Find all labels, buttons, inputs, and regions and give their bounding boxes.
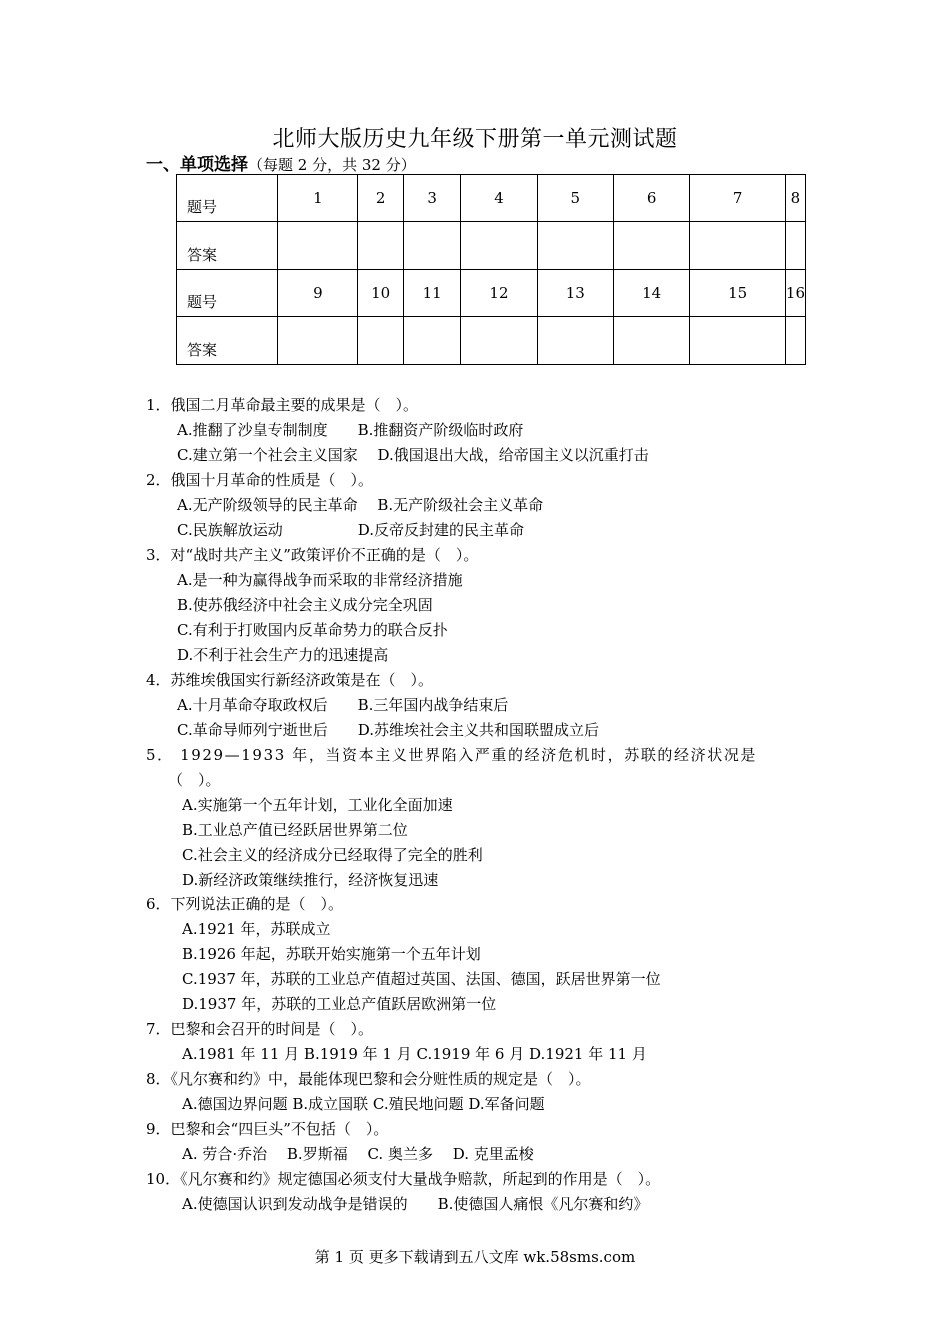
table-row xyxy=(177,175,806,222)
answer-cell[interactable] xyxy=(461,222,537,270)
answer-option: A.是一种为赢得战争而采取的非常经济措施 xyxy=(177,571,463,589)
question-number: 11 xyxy=(404,270,461,317)
row-label: 题号 xyxy=(177,175,278,222)
answer-option: C.革命导师列宁逝世后 D.苏维埃社会主义共和国联盟成立后 xyxy=(177,721,599,739)
question-stem: （ ）。 xyxy=(168,771,221,789)
table-row xyxy=(177,270,806,317)
answer-cell[interactable] xyxy=(785,317,805,365)
question-number: 13 xyxy=(537,270,613,317)
answer-option: A. 劳合·乔治 B.罗斯福 C. 奥兰多 D. 克里孟梭 xyxy=(182,1145,534,1163)
section-heading xyxy=(146,150,416,175)
answer-option: B.1926 年起，苏联开始实施第一个五年计划 xyxy=(182,945,481,963)
question-stem: 9．巴黎和会“四巨头”不包括（ ）。 xyxy=(146,1120,389,1138)
question-number: 1 xyxy=(278,175,358,222)
question-stem: 4．苏维埃俄国实行新经济政策是在（ ）。 xyxy=(146,671,434,689)
answer-cell[interactable] xyxy=(614,317,690,365)
question-stem: 5． 1929—1933 年，当资本主义世界陷入严重的经济危机时，苏联的经济状况是 xyxy=(146,746,758,764)
answer-option: C.建立第一个社会主义国家 D.俄国退出大战，给帝国主义以沉重打击 xyxy=(177,446,649,464)
answer-option: A.1981 年 11 月 B.1919 年 1 月 C.1919 年 6 月 D.1921 年 11 月 xyxy=(182,1045,647,1063)
answer-option: C.民族解放运动 D.反帝反封建的民主革命 xyxy=(177,521,524,539)
question-number: 10 xyxy=(358,270,404,317)
answer-option: A.实施第一个五年计划，工业化全面加速 xyxy=(182,796,453,814)
answer-cell[interactable] xyxy=(358,317,404,365)
question-number: 9 xyxy=(278,270,358,317)
answer-option: D.新经济政策继续推行，经济恢复迅速 xyxy=(182,871,439,889)
answer-option: A.无产阶级领导的民主革命 B.无产阶级社会主义革命 xyxy=(177,496,544,514)
question-number: 15 xyxy=(690,270,786,317)
answer-cell[interactable] xyxy=(537,222,613,270)
question-number: 12 xyxy=(461,270,537,317)
answer-cell[interactable] xyxy=(690,222,786,270)
answer-option: C.社会主义的经济成分已经取得了完全的胜利 xyxy=(182,846,483,864)
page-footer: 第 1 页 更多下载请到五八文库 wk.58sms.com xyxy=(314,1248,636,1266)
answer-cell[interactable] xyxy=(278,222,358,270)
section-score-note: （每题 2 分，共 32 分） xyxy=(248,156,416,174)
answer-cell[interactable] xyxy=(461,317,537,365)
answer-option: C.1937 年，苏联的工业总产值超过英国、法国、德国，跃居世界第一位 xyxy=(182,970,661,988)
row-label: 答案 xyxy=(177,222,278,270)
question-stem: 10．《凡尔赛和约》规定德国必须支付大量战争赔款，所起到的作用是（ ）。 xyxy=(146,1170,661,1188)
row-label: 题号 xyxy=(177,270,278,317)
question-number: 4 xyxy=(461,175,537,222)
question-number: 7 xyxy=(690,175,786,222)
answer-option: B.使苏俄经济中社会主义成分完全巩固 xyxy=(177,596,433,614)
answer-cell[interactable] xyxy=(404,222,461,270)
answer-table xyxy=(176,174,806,365)
page-title: 北师大版历史九年级下册第一单元测试题 xyxy=(272,127,678,152)
question-stem: 6．下列说法正确的是（ ）。 xyxy=(146,895,344,913)
question-number: 8 xyxy=(785,175,805,222)
question-stem: 8．《凡尔赛和约》中，最能体现巴黎和会分赃性质的规定是（ ）。 xyxy=(146,1070,591,1088)
answer-option: A.推翻了沙皇专制制度 B.推翻资产阶级临时政府 xyxy=(177,421,524,439)
answer-cell[interactable] xyxy=(537,317,613,365)
answer-option: A.十月革命夺取政权后 B.三年国内战争结束后 xyxy=(177,696,509,714)
answer-option: A.使德国认识到发动战争是错误的 B.使德国人痛恨《凡尔赛和约》 xyxy=(182,1195,649,1213)
question-number: 16 xyxy=(785,270,805,317)
question-stem: 1．俄国二月革命最主要的成果是（ ）。 xyxy=(146,396,419,414)
answer-option: D.1937 年，苏联的工业总产值跃居欧洲第一位 xyxy=(182,995,497,1013)
answer-cell[interactable] xyxy=(614,222,690,270)
answer-option: C.有利于打败国内反革命势力的联合反扑 xyxy=(177,621,448,639)
answer-option: B.工业总产值已经跃居世界第二位 xyxy=(182,821,408,839)
answer-option: A.德国边界问题 B.成立国联 C.殖民地问题 D.军备问题 xyxy=(182,1095,545,1113)
question-number: 5 xyxy=(537,175,613,222)
table-row xyxy=(177,222,806,270)
question-number: 6 xyxy=(614,175,690,222)
answer-cell[interactable] xyxy=(404,317,461,365)
question-number: 3 xyxy=(404,175,461,222)
question-stem: 3．对“战时共产主义”政策评价不正确的是（ ）。 xyxy=(146,546,479,564)
answer-option: D.不利于社会生产力的迅速提高 xyxy=(177,646,389,664)
section-title: 一、单项选择 xyxy=(146,155,248,175)
table-row xyxy=(177,317,806,365)
question-number: 14 xyxy=(614,270,690,317)
answer-cell[interactable] xyxy=(690,317,786,365)
question-stem: 7．巴黎和会召开的时间是（ ）。 xyxy=(146,1020,374,1038)
question-stem: 2．俄国十月革命的性质是（ ）。 xyxy=(146,471,374,489)
row-label: 答案 xyxy=(177,317,278,365)
answer-cell[interactable] xyxy=(358,222,404,270)
answer-cell[interactable] xyxy=(278,317,358,365)
answer-cell[interactable] xyxy=(785,222,805,270)
answer-option: A.1921 年，苏联成立 xyxy=(182,920,331,938)
question-number: 2 xyxy=(358,175,404,222)
